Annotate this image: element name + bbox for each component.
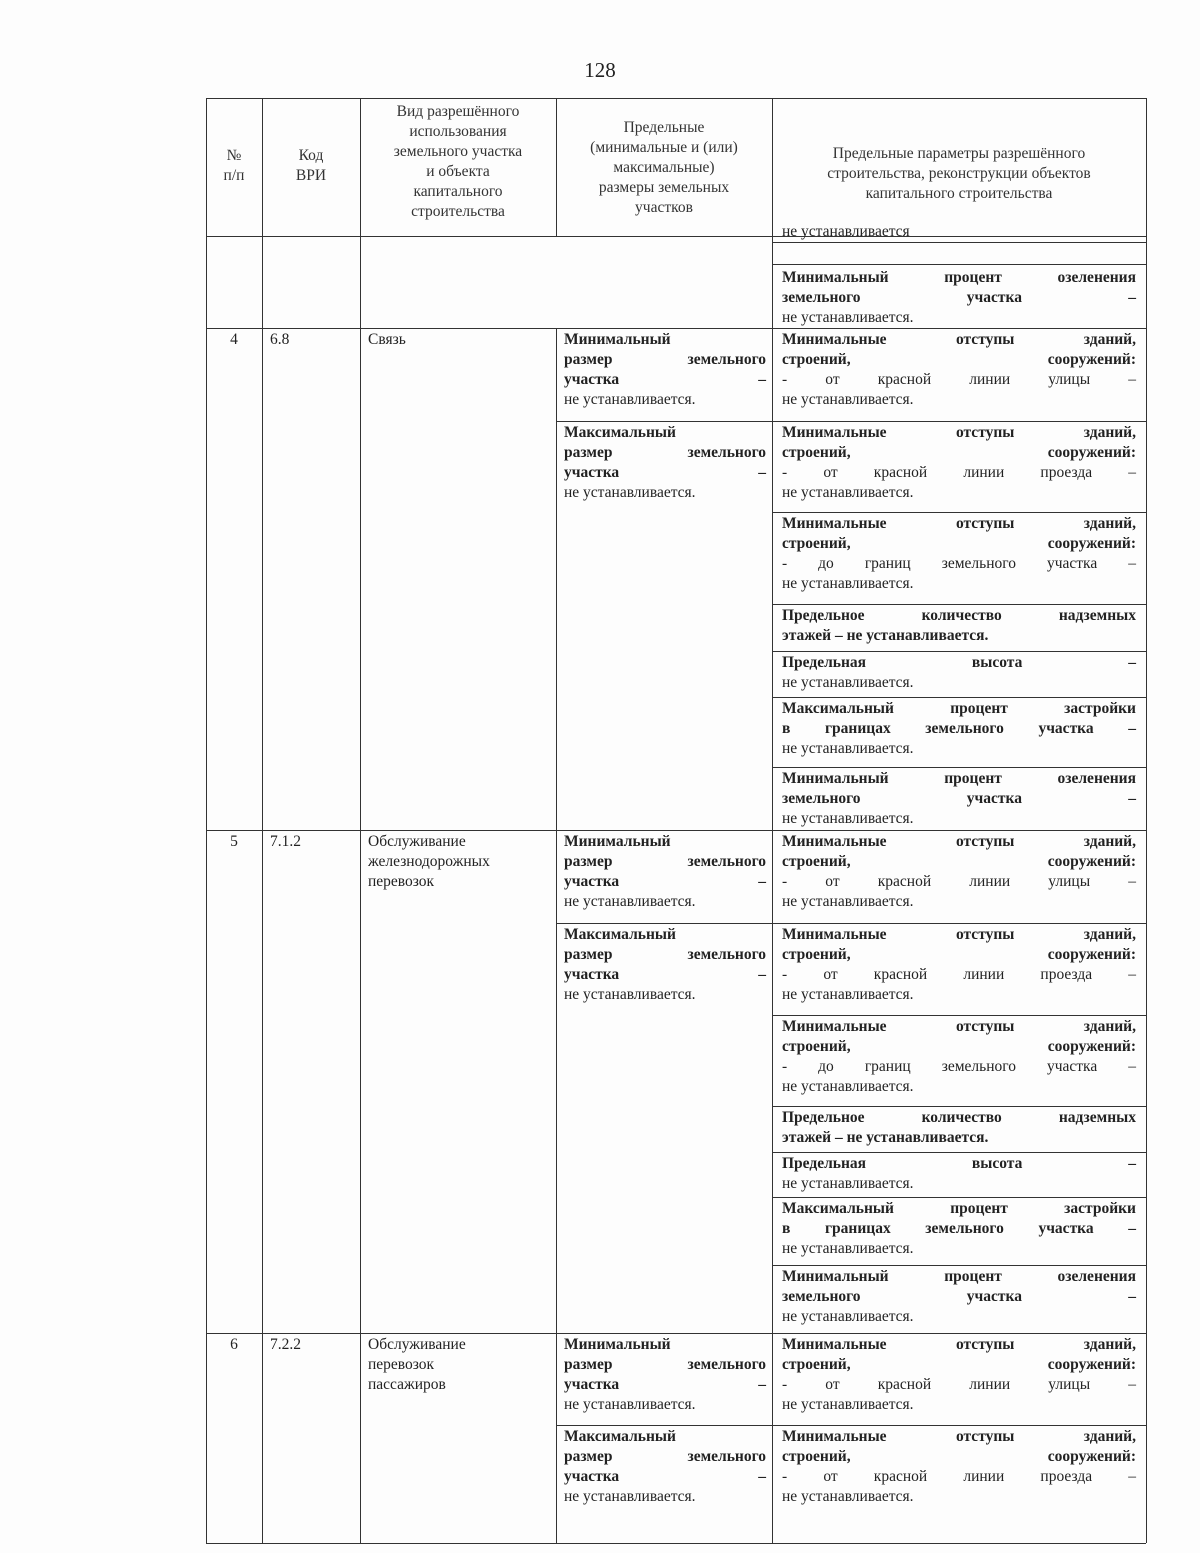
cell-text-line: размер земельного	[564, 946, 766, 963]
parameter-cell	[782, 330, 1136, 410]
cell-text-line: участка –	[564, 464, 766, 481]
cell-text-line: Код	[298, 147, 324, 164]
table-border	[772, 512, 1146, 513]
cell-text-line: участка –	[564, 966, 766, 983]
table-border	[556, 328, 557, 1543]
parameter-cell	[782, 1427, 1136, 1507]
cell-text-line: Минимальные отступы зданий,	[782, 424, 1136, 441]
cell-text-line: строений, сооружений:	[782, 444, 1136, 461]
cell-text-line: размер земельного	[564, 1448, 766, 1465]
cell-text-line: строений, сооружений:	[782, 853, 1136, 870]
cell-text-line: размер земельного	[564, 1356, 766, 1373]
parameter-cell	[782, 268, 1136, 328]
vri-code: 6.8	[270, 331, 290, 348]
table-border	[206, 98, 1146, 99]
table-border	[206, 98, 207, 1543]
cell-text-line: перевозок	[368, 873, 435, 890]
header-use-type	[362, 102, 554, 222]
cell-text-line: Предельные	[623, 119, 705, 136]
cell-text-line: не устанавливается.	[564, 1488, 696, 1505]
cell-text-line: не устанавливается	[782, 223, 910, 240]
table-border	[772, 421, 1146, 422]
cell-text-line: не устанавливается.	[782, 1078, 914, 1095]
table-border	[772, 604, 1146, 605]
parameter-cell	[782, 769, 1136, 829]
cell-text-line: не устанавливается.	[782, 391, 914, 408]
cell-text-line: п/п	[223, 167, 245, 184]
row-number: 5	[230, 833, 238, 850]
cell-text-line: строительства, реконструкции объектов	[827, 165, 1091, 182]
cell-text-line: Минимальный	[564, 833, 671, 850]
cell-text-line: не устанавливается.	[564, 893, 696, 910]
cell-text-line: Минимальные отступы зданий,	[782, 1428, 1136, 1445]
cell-text-line: участков	[635, 199, 693, 216]
cell-text-line: Минимальный процент озеленения	[782, 770, 1136, 787]
cell-text-line: №	[226, 147, 242, 164]
table-border	[772, 264, 1146, 265]
cell-text-line: не устанавливается.	[564, 484, 696, 501]
table-border	[772, 651, 1146, 652]
cell-text-line: не устанавливается.	[782, 1488, 914, 1505]
cell-text-line: капитального строительства	[865, 185, 1053, 202]
parameter-cell	[782, 1154, 1136, 1194]
cell-text-line: Обслуживание	[368, 1336, 466, 1353]
cell-text-line: не устанавливается.	[782, 1396, 914, 1413]
cell-text-line: - от красной линии улицы –	[782, 1376, 1136, 1393]
parameter-cell	[782, 606, 1136, 646]
cell-text-line: - от красной линии проезда –	[782, 1468, 1136, 1485]
cell-text-line: Минимальные отступы зданий,	[782, 1018, 1136, 1035]
cell-text-line: участка –	[564, 371, 766, 388]
parameter-cell	[782, 653, 1136, 693]
table-border	[556, 923, 772, 924]
cell-text-line: Вид разрешённого	[396, 103, 520, 120]
table-border	[556, 98, 557, 236]
cell-text-line: Максимальный	[564, 424, 676, 441]
cell-text-line: Минимальные отступы зданий,	[782, 515, 1136, 532]
parameter-cell	[782, 1108, 1136, 1148]
cell-text-line: Предельная высота –	[782, 1155, 1136, 1172]
cell-text-line: строений, сооружений:	[782, 1448, 1136, 1465]
cell-text-line: и объекта	[426, 163, 490, 180]
cell-text-line: - от красной линии проезда –	[782, 464, 1136, 481]
cell-text-line: этажей – не устанавливается.	[782, 627, 989, 644]
cell-text-line: размер земельного	[564, 351, 766, 368]
cell-text-line: не устанавливается.	[782, 986, 914, 1003]
cell-text-line: Минимальный процент озеленения	[782, 269, 1136, 286]
table-border	[772, 1425, 1146, 1426]
cell-text-line: Предельная высота –	[782, 654, 1136, 671]
parameter-cell	[782, 423, 1136, 503]
plot-size-cell	[564, 925, 766, 1005]
table-border	[772, 1265, 1146, 1266]
parameter-cell	[782, 1017, 1136, 1097]
cell-text-line: не устанавливается.	[564, 1396, 696, 1413]
cell-text-line: - до границ земельного участка –	[782, 1058, 1136, 1075]
cell-text-line: строений, сооружений:	[782, 351, 1136, 368]
cell-text-line: строительства	[411, 203, 505, 220]
cell-text-line: (минимальные и (или)	[590, 139, 738, 156]
table-border	[206, 1543, 1146, 1544]
cell-text-line: не устанавливается.	[782, 740, 914, 757]
cell-text-line: Минимальные отступы зданий,	[782, 833, 1136, 850]
header-number	[208, 146, 260, 186]
cell-text-line: ВРИ	[295, 167, 327, 184]
cell-text-line: Минимальные отступы зданий,	[782, 926, 1136, 943]
cell-text-line: не устанавливается.	[564, 391, 696, 408]
table-border	[556, 1425, 772, 1426]
table-border	[772, 242, 1146, 243]
cell-text-line: не устанавливается.	[782, 674, 914, 691]
cell-text-line: строений, сооружений:	[782, 1038, 1136, 1055]
cell-text-line: строений, сооружений:	[782, 946, 1136, 963]
row-number: 6	[230, 1336, 238, 1353]
cell-text-line: Максимальный процент застройки	[782, 1200, 1136, 1217]
parameter-cell	[782, 832, 1136, 912]
cell-text-line: не устанавливается.	[564, 986, 696, 1003]
header-code	[264, 146, 358, 186]
table-border	[772, 1197, 1146, 1198]
use-type-name	[368, 1335, 550, 1395]
cell-text-line: Предельные параметры разрешённого	[832, 145, 1086, 162]
header-parameters	[774, 144, 1144, 204]
parameter-cell	[782, 222, 1136, 242]
table-border	[772, 1152, 1146, 1153]
cell-text-line: не устанавливается.	[782, 575, 914, 592]
cell-text-line: не устанавливается.	[782, 1308, 914, 1325]
cell-text-line: Минимальные отступы зданий,	[782, 331, 1136, 348]
cell-text-line: Максимальный	[564, 926, 676, 943]
cell-text-line: Минимальные отступы зданий,	[782, 1336, 1136, 1353]
cell-text-line: участка –	[564, 873, 766, 890]
parameter-cell	[782, 514, 1136, 594]
cell-text-line: Максимальный	[564, 1428, 676, 1445]
vri-code: 7.1.2	[270, 833, 301, 850]
table-border	[206, 328, 1146, 329]
table-border	[1146, 98, 1147, 1543]
table-border	[206, 1333, 1146, 1334]
page-number: 128	[584, 58, 616, 82]
cell-text-line: пассажиров	[368, 1376, 446, 1393]
cell-text-line: в границах земельного участка –	[782, 1220, 1136, 1237]
plot-size-cell	[564, 423, 766, 503]
cell-text-line: не устанавливается.	[782, 810, 914, 827]
cell-text-line: Минимальный	[564, 331, 671, 348]
cell-text-line: Связь	[368, 331, 406, 348]
plot-size-cell	[564, 832, 766, 912]
parameter-cell	[782, 1335, 1136, 1415]
cell-text-line: размеры земельных	[598, 179, 730, 196]
cell-text-line: - от красной линии улицы –	[782, 873, 1136, 890]
cell-text-line: - от красной линии проезда –	[782, 966, 1136, 983]
cell-text-line: использования	[409, 123, 507, 140]
header-plot-sizes	[558, 118, 770, 218]
table-border	[772, 98, 773, 1543]
cell-text-line: - до границ земельного участка –	[782, 555, 1136, 572]
cell-text-line: земельного участка –	[782, 289, 1136, 306]
parameter-cell	[782, 1199, 1136, 1259]
table-border	[772, 767, 1146, 768]
cell-text-line: Предельное количество надземных	[782, 1109, 1136, 1126]
use-type-name	[368, 832, 550, 892]
cell-text-line: Максимальный процент застройки	[782, 700, 1136, 717]
cell-text-line: строений, сооружений:	[782, 1356, 1136, 1373]
vri-code: 7.2.2	[270, 1336, 301, 1353]
table-border	[772, 923, 1146, 924]
cell-text-line: Минимальный процент озеленения	[782, 1268, 1136, 1285]
table-border	[772, 1106, 1146, 1107]
plot-size-cell	[564, 1335, 766, 1415]
cell-text-line: - от красной линии улицы –	[782, 371, 1136, 388]
cell-text-line: не устанавливается.	[782, 484, 914, 501]
cell-text-line: размер земельного	[564, 853, 766, 870]
table-border	[360, 98, 361, 1543]
cell-text-line: капитального	[413, 183, 503, 200]
cell-text-line: Предельное количество надземных	[782, 607, 1136, 624]
table-border	[262, 98, 263, 1543]
parameter-cell	[782, 1267, 1136, 1327]
table-border	[772, 697, 1146, 698]
parameter-cell	[782, 925, 1136, 1005]
table-border	[772, 1015, 1146, 1016]
cell-text-line: не устанавливается.	[782, 1240, 914, 1257]
cell-text-line: максимальные)	[613, 159, 715, 176]
plot-size-cell	[564, 330, 766, 410]
cell-text-line: не устанавливается.	[782, 1175, 914, 1192]
cell-text-line: этажей – не устанавливается.	[782, 1129, 989, 1146]
cell-text-line: участка –	[564, 1376, 766, 1393]
cell-text-line: перевозок	[368, 1356, 435, 1373]
cell-text-line: земельного участка –	[782, 790, 1136, 807]
parameter-cell	[782, 699, 1136, 759]
cell-text-line: участка –	[564, 1468, 766, 1485]
use-type-name	[368, 330, 550, 350]
cell-text-line: Обслуживание	[368, 833, 466, 850]
cell-text-line: не устанавливается.	[782, 309, 914, 326]
cell-text-line: железнодорожных	[368, 853, 490, 870]
cell-text-line: в границах земельного участка –	[782, 720, 1136, 737]
cell-text-line: Минимальный	[564, 1336, 671, 1353]
table-border	[556, 421, 772, 422]
cell-text-line: размер земельного	[564, 444, 766, 461]
cell-text-line: земельного участка –	[782, 1288, 1136, 1305]
cell-text-line: земельного участка	[393, 143, 523, 160]
table-border	[206, 830, 1146, 831]
row-number: 4	[230, 331, 238, 348]
plot-size-cell	[564, 1427, 766, 1507]
cell-text-line: не устанавливается.	[782, 893, 914, 910]
cell-text-line: строений, сооружений:	[782, 535, 1136, 552]
